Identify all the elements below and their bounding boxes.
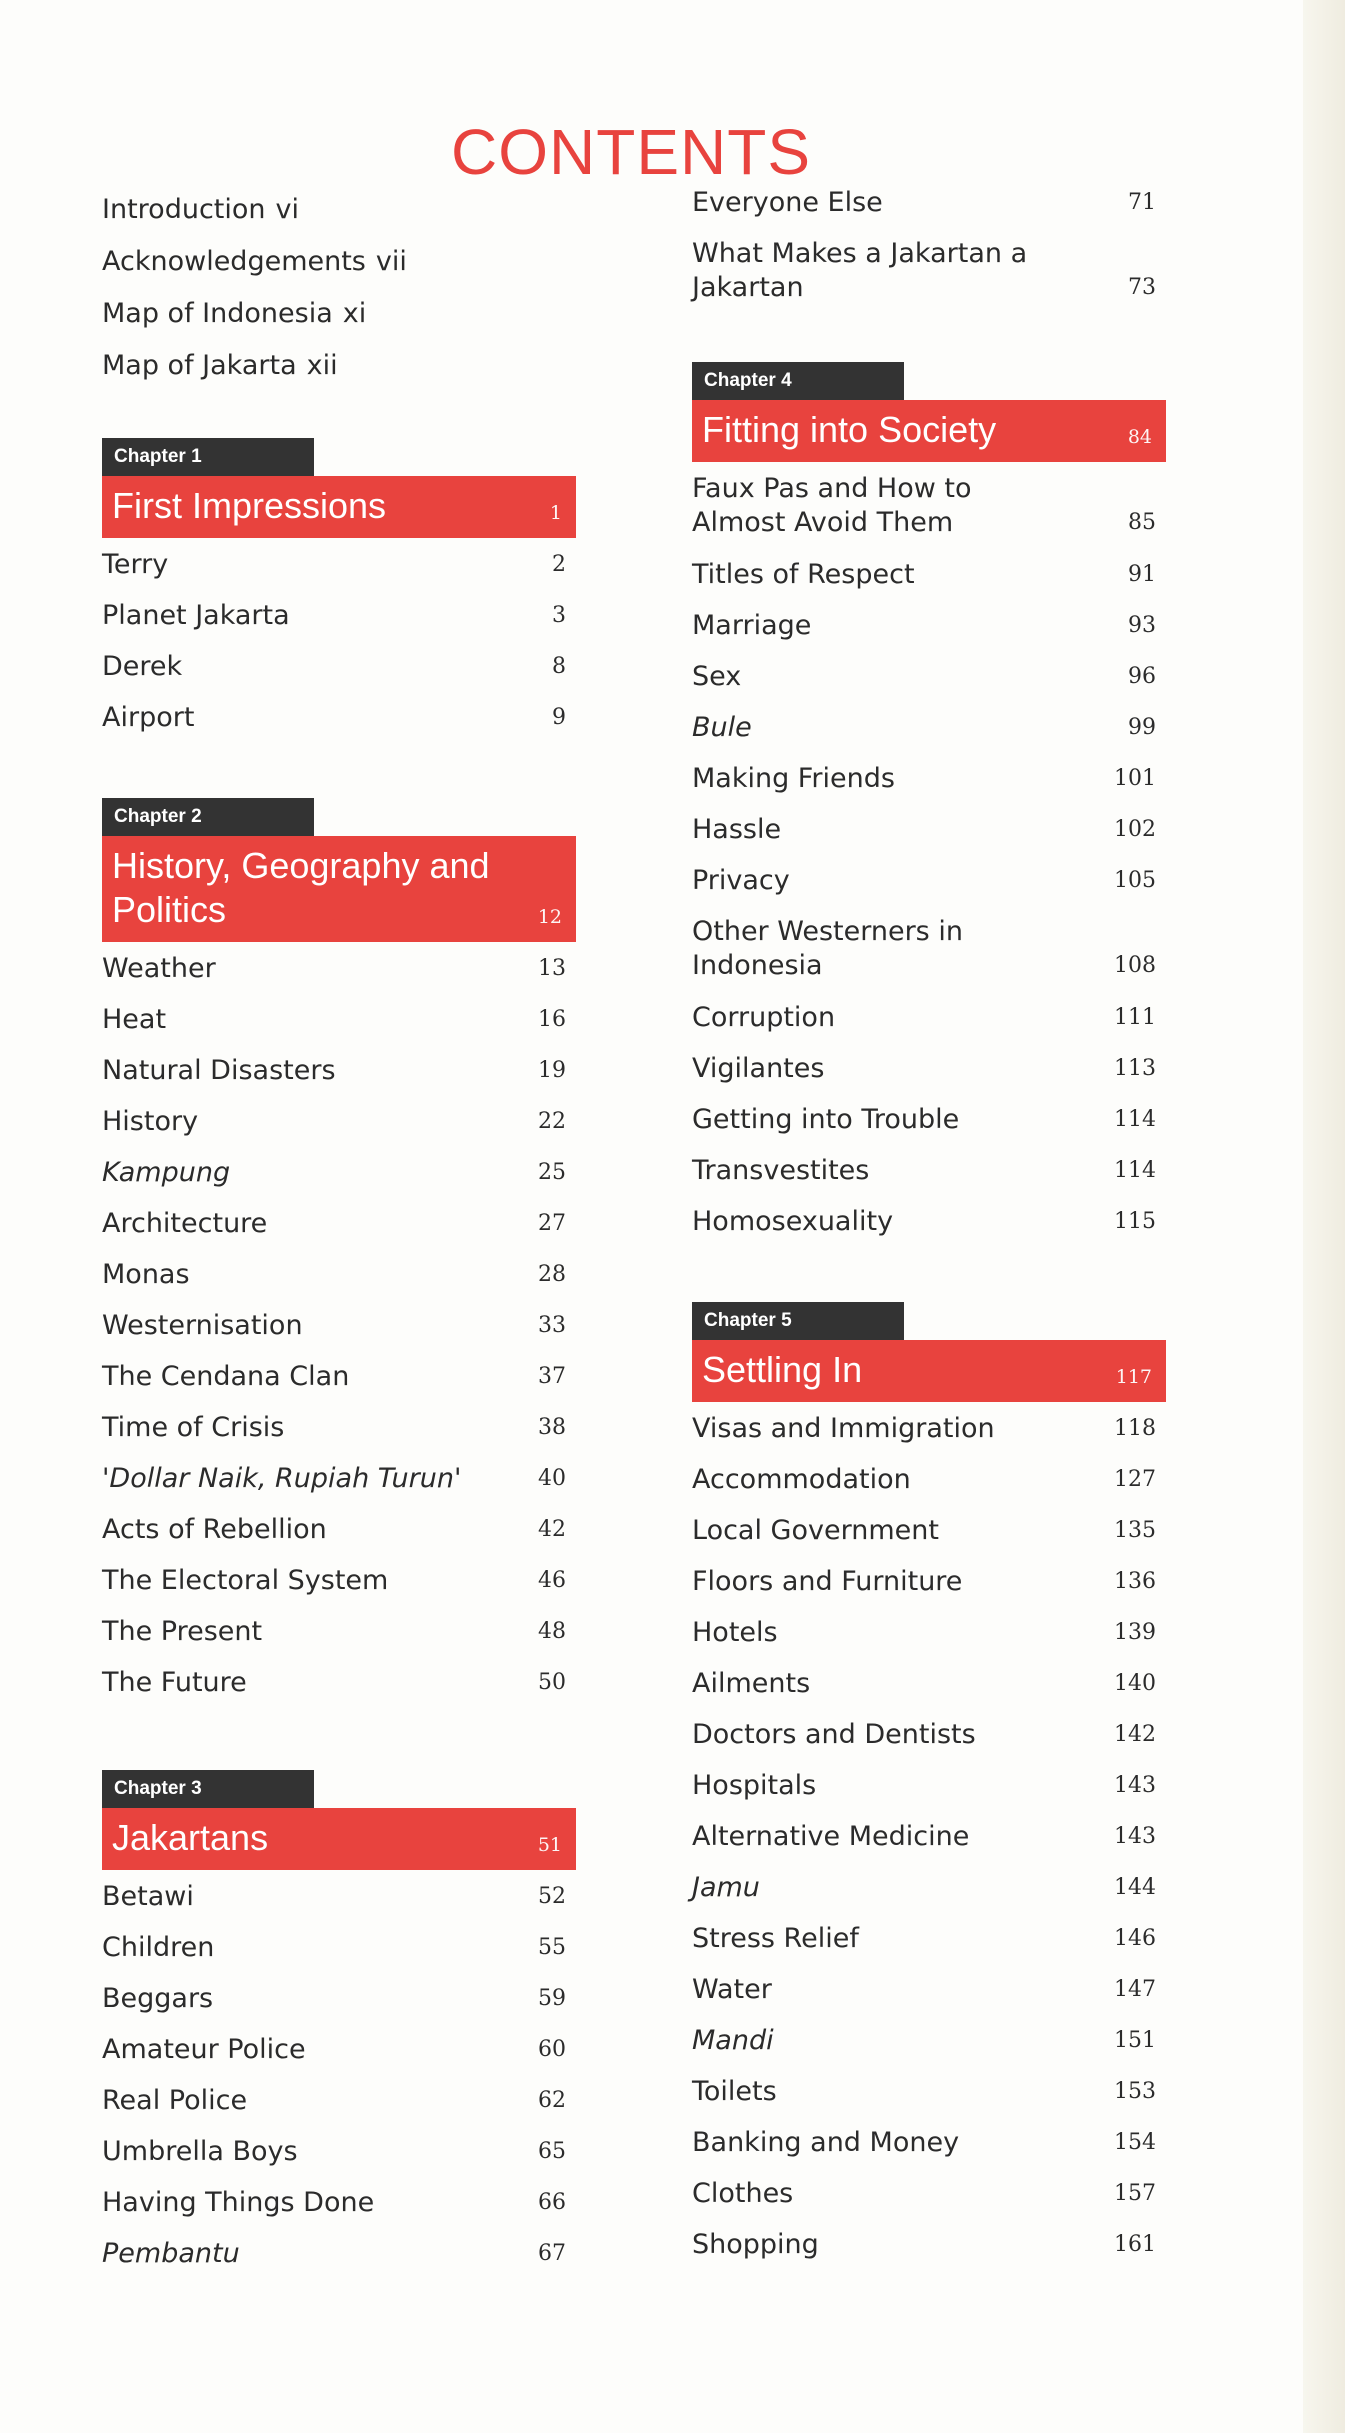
chapter-3 xyxy=(102,1770,576,2288)
toc-entry[interactable]: Children 55 xyxy=(102,1932,566,1963)
toc-entry[interactable]: Visas and Immigration 118 xyxy=(692,1413,1156,1444)
chapter-page: 51 xyxy=(537,1834,562,1856)
toc-entry[interactable]: Doctors and Dentists 142 xyxy=(692,1719,1156,1750)
toc-entry[interactable]: Corruption 111 xyxy=(692,1002,1156,1033)
chapter-header[interactable] xyxy=(102,1770,576,1870)
toc-entry[interactable]: 'Dollar Naik, Rupiah Turun' 40 xyxy=(102,1463,566,1494)
toc-entry[interactable]: Faux Pas and How to Almost Avoid Them 85 xyxy=(692,473,1156,538)
toc-entry[interactable]: Stress Relief 146 xyxy=(692,1923,1156,1954)
toc-entry[interactable]: Privacy 105 xyxy=(692,865,1156,896)
toc-entry[interactable]: The Electoral System 46 xyxy=(102,1565,566,1596)
chapter-header[interactable] xyxy=(102,438,576,538)
toc-entry[interactable]: Everyone Else 71 xyxy=(692,187,1156,218)
chapter-header[interactable] xyxy=(692,1302,1166,1402)
toc-entry[interactable]: Betawi 52 xyxy=(102,1881,566,1912)
toc-entry[interactable]: Umbrella Boys 65 xyxy=(102,2136,566,2167)
chapter-title: First Impressions xyxy=(112,485,387,526)
toc-entry[interactable]: Other Westerners in Indonesia 108 xyxy=(692,916,1156,981)
front-matter-item[interactable]: Map of Indonesia xi xyxy=(102,298,367,329)
toc-entry[interactable]: Toilets 153 xyxy=(692,2076,1156,2107)
chapter-page: 12 xyxy=(537,906,562,928)
front-matter-item[interactable]: Map of Jakarta xii xyxy=(102,350,338,381)
chapter-tab: Chapter 2 xyxy=(102,798,314,836)
toc-entry[interactable]: Transvestites 114 xyxy=(692,1155,1156,1186)
chapter-header[interactable] xyxy=(692,362,1166,462)
toc-entry[interactable]: Hospitals 143 xyxy=(692,1770,1156,1801)
chapter-title: History, Geography and Politics xyxy=(112,845,490,930)
chapter-title-bar xyxy=(102,836,576,942)
toc-entry[interactable]: The Cendana Clan 37 xyxy=(102,1361,566,1392)
toc-entry[interactable]: Sex 96 xyxy=(692,661,1156,692)
chapter-1 xyxy=(102,438,576,752)
page-edge xyxy=(1303,0,1345,2433)
chapter-title-bar xyxy=(102,476,576,538)
chapter-title: Settling In xyxy=(702,1349,863,1390)
toc-entry[interactable]: Water 147 xyxy=(692,1974,1156,2005)
toc-entry[interactable]: Westernisation 33 xyxy=(102,1310,566,1341)
chapter-header[interactable] xyxy=(102,798,576,942)
toc-entry[interactable]: Beggars 59 xyxy=(102,1983,566,2014)
toc-entry[interactable]: Accommodation 127 xyxy=(692,1464,1156,1495)
toc-entry[interactable]: Natural Disasters 19 xyxy=(102,1055,566,1086)
chapter-4 xyxy=(692,362,1166,1256)
chapter-title: Jakartans xyxy=(112,1817,269,1858)
toc-entry[interactable]: History 22 xyxy=(102,1106,566,1137)
front-matter-list xyxy=(102,184,576,392)
toc-entry[interactable]: Pembantu 67 xyxy=(102,2238,566,2269)
toc-entry[interactable]: Kampung 25 xyxy=(102,1157,566,1188)
toc-entry[interactable]: Getting into Trouble 114 xyxy=(692,1104,1156,1135)
chapter-tab: Chapter 5 xyxy=(692,1302,904,1340)
toc-entry[interactable]: The Future 50 xyxy=(102,1667,566,1698)
chapter-tab: Chapter 3 xyxy=(102,1770,314,1808)
toc-entry[interactable]: Mandi 151 xyxy=(692,2025,1156,2056)
chapter-page: 84 xyxy=(1127,426,1152,448)
toc-entry[interactable]: Jamu 144 xyxy=(692,1872,1156,1903)
toc-entry[interactable]: Titles of Respect 91 xyxy=(692,559,1156,590)
toc-entry[interactable]: Time of Crisis 38 xyxy=(102,1412,566,1443)
toc-entry[interactable]: Banking and Money 154 xyxy=(692,2127,1156,2158)
chapter-tab: Chapter 4 xyxy=(692,362,904,400)
toc-entry[interactable]: Bule 99 xyxy=(692,712,1156,743)
toc-entry[interactable]: Making Friends 101 xyxy=(692,763,1156,794)
toc-entry[interactable]: Heat 16 xyxy=(102,1004,566,1035)
chapter-title-bar xyxy=(692,1340,1166,1402)
toc-entry[interactable]: Planet Jakarta 3 xyxy=(102,600,566,631)
toc-entry[interactable]: Floors and Furniture 136 xyxy=(692,1566,1156,1597)
chapter-3-continued xyxy=(692,186,1166,323)
toc-entry[interactable]: Terry 2 xyxy=(102,549,566,580)
page-title: CONTENTS xyxy=(451,115,811,188)
toc-entry[interactable]: Shopping 161 xyxy=(692,2229,1156,2260)
toc-entry[interactable]: Local Government 135 xyxy=(692,1515,1156,1546)
toc-entry[interactable]: Having Things Done 66 xyxy=(102,2187,566,2218)
toc-entry[interactable]: Clothes 157 xyxy=(692,2178,1156,2209)
chapter-2 xyxy=(102,798,576,1717)
toc-entry[interactable]: The Present 48 xyxy=(102,1616,566,1647)
chapter-title-bar xyxy=(102,1808,576,1870)
chapter-page: 117 xyxy=(1115,1366,1152,1388)
chapter-page: 1 xyxy=(549,502,562,524)
toc-entry[interactable]: Architecture 27 xyxy=(102,1208,566,1239)
toc-entry[interactable]: Hassle 102 xyxy=(692,814,1156,845)
toc-entry[interactable]: Marriage 93 xyxy=(692,610,1156,641)
chapter-title-bar xyxy=(692,400,1166,462)
front-matter-item[interactable]: Acknowledgements vii xyxy=(102,246,407,277)
toc-entry[interactable]: Weather 13 xyxy=(102,953,566,984)
toc-entry[interactable]: Vigilantes 113 xyxy=(692,1053,1156,1084)
chapter-5 xyxy=(692,1302,1166,2279)
toc-entry[interactable]: Alternative Medicine 143 xyxy=(692,1821,1156,1852)
toc-entry[interactable]: Monas 28 xyxy=(102,1259,566,1290)
toc-entry[interactable]: Derek 8 xyxy=(102,651,566,682)
toc-entry[interactable]: Hotels 139 xyxy=(692,1617,1156,1648)
toc-entry[interactable]: Amateur Police 60 xyxy=(102,2034,566,2065)
toc-entry[interactable]: Acts of Rebellion 42 xyxy=(102,1514,566,1545)
chapter-tab: Chapter 1 xyxy=(102,438,314,476)
toc-entry[interactable]: Airport 9 xyxy=(102,702,566,733)
toc-entry[interactable]: Homosexuality 115 xyxy=(692,1206,1156,1237)
toc-entry[interactable]: Real Police 62 xyxy=(102,2085,566,2116)
toc-entry[interactable]: What Makes a Jakartan a Jakartan 73 xyxy=(692,238,1156,303)
toc-entry[interactable]: Ailments 140 xyxy=(692,1668,1156,1699)
front-matter-item[interactable]: Introduction vi xyxy=(102,194,299,225)
chapter-title: Fitting into Society xyxy=(702,409,997,450)
